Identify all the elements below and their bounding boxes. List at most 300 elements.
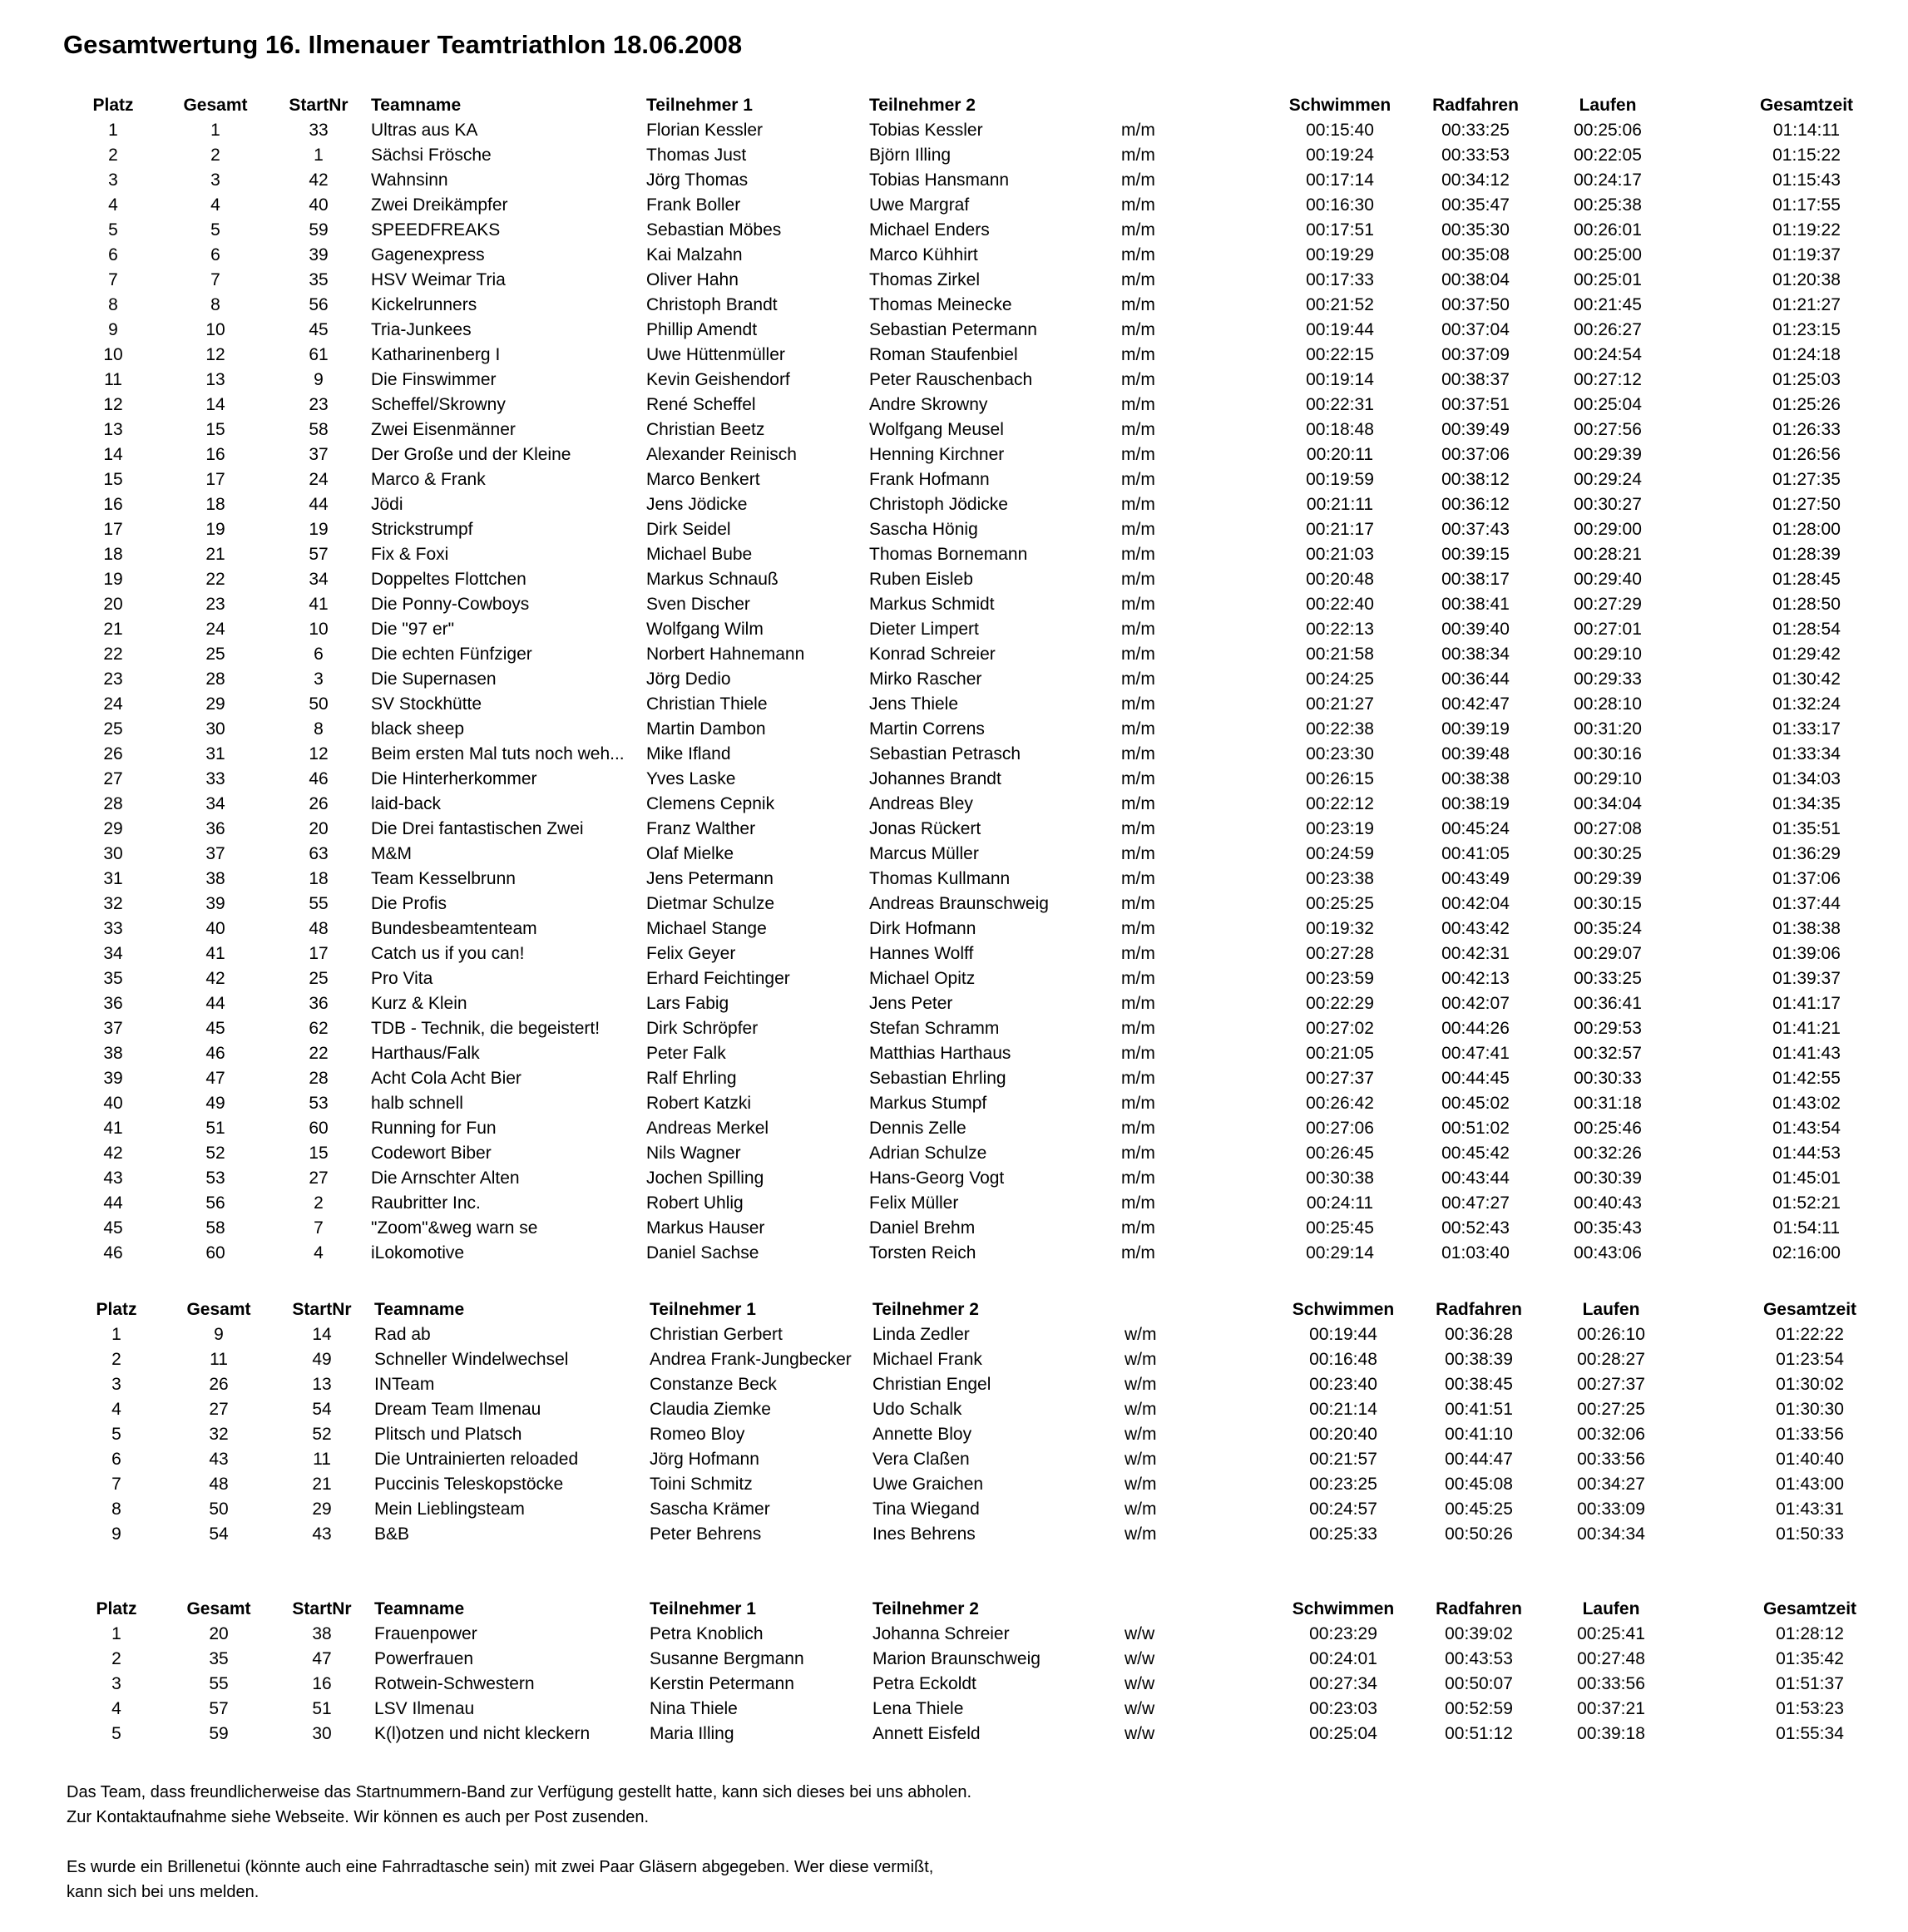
cell-teamname: Die "97 er" [371,620,455,639]
cell-radfahren: 00:33:53 [1441,146,1510,165]
cell-category: m/m [1121,121,1155,140]
cell-startnr: 29 [312,1500,332,1519]
cell-gesamt: 16 [205,445,225,464]
table-row [0,1372,1908,1397]
cell-gesamt: 32 [209,1425,229,1444]
cell-platz: 38 [103,1044,123,1063]
cell-platz: 1 [108,121,118,140]
cell-platz: 5 [111,1724,121,1743]
table-row [0,418,1908,442]
cell-platz: 33 [103,919,123,938]
cell-gesamt: 2 [210,146,220,165]
cell-gesamtzeit: 01:37:44 [1772,894,1841,913]
cell-platz: 36 [103,994,123,1013]
cell-radfahren: 00:43:49 [1441,869,1510,888]
cell-gesamtzeit: 01:28:54 [1772,620,1841,639]
cell-gesamtzeit: 01:26:33 [1772,420,1841,439]
cell-gesamtzeit: 01:41:43 [1772,1044,1841,1063]
cell-teilnehmer-2: Thomas Meinecke [869,295,1012,314]
cell-platz: 27 [103,769,123,788]
cell-gesamtzeit: 01:52:21 [1772,1193,1841,1213]
cell-laufen: 00:33:25 [1574,969,1642,988]
cell-gesamtzeit: 01:43:00 [1776,1475,1844,1494]
cell-teilnehmer-1: Yves Laske [646,769,736,788]
cell-radfahren: 00:51:12 [1445,1724,1513,1743]
cell-laufen: 00:27:56 [1574,420,1642,439]
cell-teilnehmer-2: Linda Zedler [872,1325,970,1344]
cell-startnr: 62 [309,1019,329,1038]
cell-category: m/m [1121,744,1155,763]
cell-teilnehmer-2: Johanna Schreier [872,1624,1010,1643]
cell-gesamt: 8 [210,295,220,314]
cell-teamname: Catch us if you can! [371,944,525,963]
cell-gesamt: 53 [205,1169,225,1188]
cell-category: m/m [1121,844,1155,863]
cell-radfahren: 00:44:47 [1445,1450,1513,1469]
table-row [0,767,1908,792]
cell-laufen: 00:25:41 [1577,1624,1645,1643]
cell-teilnehmer-1: Susanne Bergmann [650,1649,804,1668]
cell-category: m/m [1121,320,1155,339]
cell-startnr: 15 [309,1144,329,1163]
cell-startnr: 18 [309,869,329,888]
header-teilnehmer-1: Teilnehmer 1 [646,96,753,115]
cell-teilnehmer-1: Norbert Hahnemann [646,645,805,664]
cell-radfahren: 00:38:45 [1445,1375,1513,1394]
cell-category: m/m [1121,220,1155,240]
cell-laufen: 00:27:37 [1577,1375,1645,1394]
cell-platz: 15 [103,470,123,489]
cell-category: m/m [1121,545,1155,564]
cell-schwimmen: 00:21:57 [1309,1450,1377,1469]
cell-startnr: 11 [313,1450,331,1469]
cell-schwimmen: 00:23:40 [1309,1375,1377,1394]
cell-category: m/m [1121,769,1155,788]
table-row [0,293,1908,318]
table-row [0,642,1908,667]
cell-platz: 7 [111,1475,121,1494]
cell-gesamt: 19 [205,520,225,539]
cell-startnr: 16 [312,1674,332,1693]
table-row [0,692,1908,717]
cell-teamname: Doppeltes Flottchen [371,570,526,589]
cell-teilnehmer-2: Udo Schalk [872,1400,962,1419]
cell-startnr: 2 [314,1193,324,1213]
cell-teilnehmer-1: Kai Malzahn [646,245,743,264]
cell-teilnehmer-1: Jochen Spilling [646,1169,764,1188]
cell-category: m/m [1121,495,1155,514]
cell-platz: 29 [103,819,123,838]
cell-laufen: 00:33:09 [1577,1500,1645,1519]
table-row [0,667,1908,692]
cell-category: m/m [1121,1019,1155,1038]
cell-teamname: Rotwein-Schwestern [374,1674,535,1693]
cell-platz: 4 [111,1400,121,1419]
cell-gesamtzeit: 01:21:27 [1772,295,1841,314]
cell-category: m/m [1121,1119,1155,1138]
cell-schwimmen: 00:26:45 [1306,1144,1374,1163]
cell-platz: 9 [108,320,118,339]
cell-teilnehmer-1: Christian Gerbert [650,1325,783,1344]
cell-teilnehmer-1: Maria Illing [650,1724,734,1743]
cell-teilnehmer-1: Kerstin Petermann [650,1674,794,1693]
cell-platz: 5 [111,1425,121,1444]
table-row [0,1066,1908,1091]
cell-teamname: Der Große und der Kleine [371,445,571,464]
cell-platz: 41 [103,1119,123,1138]
cell-teamname: Sächsi Frösche [371,146,492,165]
cell-schwimmen: 00:23:30 [1306,744,1374,763]
cell-category: w/w [1125,1649,1155,1668]
cell-platz: 8 [111,1500,121,1519]
cell-startnr: 26 [309,794,329,813]
cell-schwimmen: 00:17:14 [1306,170,1374,190]
cell-teilnehmer-1: Mike Ifland [646,744,731,763]
cell-radfahren: 00:37:43 [1441,520,1510,539]
header-laufen: Laufen [1579,96,1637,115]
cell-teilnehmer-1: Oliver Hahn [646,270,739,289]
cell-teilnehmer-2: Markus Schmidt [869,595,995,614]
cell-teamname: Frauenpower [374,1624,477,1643]
cell-gesamt: 47 [205,1069,225,1088]
cell-gesamtzeit: 01:28:00 [1772,520,1841,539]
table-row [0,492,1908,517]
cell-schwimmen: 00:20:48 [1306,570,1374,589]
cell-teilnehmer-1: Florian Kessler [646,121,764,140]
cell-startnr: 4 [314,1243,324,1262]
cell-laufen: 00:28:10 [1574,694,1642,714]
cell-gesamt: 11 [210,1350,228,1369]
cell-radfahren: 00:39:48 [1441,744,1510,763]
cell-category: m/m [1121,1094,1155,1113]
cell-schwimmen: 00:22:29 [1306,994,1374,1013]
cell-teamname: Rad ab [374,1325,431,1344]
cell-teilnehmer-1: Sven Discher [646,595,750,614]
notes [67,1780,971,1905]
cell-teamname: Running for Fun [371,1119,497,1138]
cell-platz: 19 [103,570,123,589]
cell-teamname: K(l)otzen und nicht kleckern [374,1724,591,1743]
cell-schwimmen: 00:20:11 [1306,445,1374,464]
cell-teilnehmer-2: Dirk Hofmann [869,919,976,938]
cell-radfahren: 00:38:12 [1441,470,1510,489]
table-row [0,393,1908,418]
cell-schwimmen: 00:24:57 [1309,1500,1377,1519]
cell-category: m/m [1121,245,1155,264]
cell-platz: 46 [103,1243,123,1262]
cell-radfahren: 00:39:40 [1441,620,1510,639]
cell-teamname: Bundesbeamtenteam [371,919,537,938]
cell-startnr: 42 [309,170,329,190]
cell-teilnehmer-1: Erhard Feichtinger [646,969,790,988]
cell-radfahren: 00:41:10 [1445,1425,1513,1444]
table-row [0,1322,1908,1347]
cell-teilnehmer-1: Phillip Amendt [646,320,758,339]
cell-platz: 20 [103,595,123,614]
table-row [0,792,1908,817]
cell-category: m/m [1121,670,1155,689]
cell-teilnehmer-1: Uwe Hüttenmüller [646,345,785,364]
cell-category: m/m [1121,270,1155,289]
cell-gesamtzeit: 01:25:26 [1772,395,1841,414]
cell-radfahren: 00:45:08 [1445,1475,1513,1494]
cell-gesamtzeit: 01:30:02 [1776,1375,1844,1394]
cell-teilnehmer-2: Hans-Georg Vogt [869,1169,1005,1188]
cell-radfahren: 00:47:27 [1441,1193,1510,1213]
cell-gesamtzeit: 01:35:42 [1776,1649,1844,1668]
cell-teilnehmer-2: Annett Eisfeld [872,1724,981,1743]
cell-teamname: LSV Ilmenau [374,1699,475,1718]
cell-gesamtzeit: 01:32:24 [1772,694,1841,714]
cell-gesamt: 25 [205,645,225,664]
cell-radfahren: 00:38:34 [1441,645,1510,664]
table-row [0,1522,1908,1547]
table-row [0,966,1908,991]
cell-laufen: 00:31:20 [1574,719,1642,739]
cell-startnr: 41 [309,595,329,614]
table-row [0,917,1908,941]
cell-category: w/m [1125,1325,1157,1344]
cell-gesamtzeit: 02:16:00 [1772,1243,1841,1262]
cell-teamname: Die Hinterherkommer [371,769,537,788]
cell-teilnehmer-2: Adrian Schulze [869,1144,987,1163]
cell-gesamtzeit: 01:19:22 [1772,220,1841,240]
cell-platz: 44 [103,1193,123,1213]
cell-teilnehmer-1: Nils Wagner [646,1144,741,1163]
cell-platz: 5 [108,220,118,240]
cell-platz: 31 [103,869,123,888]
cell-gesamtzeit: 01:54:11 [1772,1218,1841,1238]
cell-radfahren: 00:41:05 [1441,844,1510,863]
cell-gesamtzeit: 01:29:42 [1772,645,1841,664]
table-row [0,343,1908,368]
cell-startnr: 56 [309,295,329,314]
cell-category: m/m [1121,345,1155,364]
cell-laufen: 00:27:48 [1577,1649,1645,1668]
cell-startnr: 19 [309,520,329,539]
cell-gesamt: 17 [205,470,225,489]
table-row [0,268,1908,293]
cell-gesamtzeit: 01:24:18 [1772,345,1841,364]
table-row [0,892,1908,917]
cell-startnr: 58 [309,420,329,439]
cell-category: w/m [1125,1350,1157,1369]
cell-teilnehmer-1: Claudia Ziemke [650,1400,771,1419]
cell-teamname: halb schnell [371,1094,463,1113]
cell-startnr: 22 [309,1044,329,1063]
cell-startnr: 61 [309,345,329,364]
cell-gesamtzeit: 01:45:01 [1772,1169,1841,1188]
cell-startnr: 36 [309,994,329,1013]
cell-gesamtzeit: 01:33:17 [1772,719,1841,739]
cell-teamname: Die Arnschter Alten [371,1169,520,1188]
table-row [0,467,1908,492]
cell-laufen: 00:29:53 [1574,1019,1642,1038]
cell-category: w/m [1125,1450,1157,1469]
cell-schwimmen: 00:21:03 [1306,545,1374,564]
cell-teilnehmer-1: Markus Schnauß [646,570,779,589]
cell-laufen: 00:33:56 [1577,1450,1645,1469]
cell-radfahren: 00:41:51 [1445,1400,1513,1419]
cell-category: m/m [1121,295,1155,314]
cell-teamname: Ultras aus KA [371,121,478,140]
table-row [0,1141,1908,1166]
cell-platz: 35 [103,969,123,988]
cell-radfahren: 01:03:40 [1441,1243,1510,1262]
cell-startnr: 9 [314,370,324,389]
header-teilnehmer-2: Teilnehmer 2 [872,1300,979,1319]
cell-schwimmen: 00:16:30 [1306,195,1374,215]
cell-laufen: 00:27:01 [1574,620,1642,639]
cell-schwimmen: 00:21:17 [1306,520,1374,539]
cell-schwimmen: 00:21:14 [1309,1400,1377,1419]
cell-startnr: 45 [309,320,329,339]
cell-gesamtzeit: 01:28:39 [1772,545,1841,564]
cell-startnr: 23 [309,395,329,414]
cell-gesamtzeit: 01:34:03 [1772,769,1841,788]
cell-gesamt: 52 [205,1144,225,1163]
cell-platz: 3 [108,170,118,190]
cell-radfahren: 00:45:02 [1441,1094,1510,1113]
cell-teilnehmer-2: Ruben Eisleb [869,570,973,589]
cell-teilnehmer-1: Felix Geyer [646,944,736,963]
cell-startnr: 28 [309,1069,329,1088]
cell-teamname: Wahnsinn [371,170,448,190]
cell-platz: 17 [103,520,123,539]
cell-gesamtzeit: 01:34:35 [1772,794,1841,813]
cell-teilnehmer-1: Ralf Ehrling [646,1069,737,1088]
table-row [0,1397,1908,1422]
cell-platz: 3 [111,1674,121,1693]
cell-startnr: 47 [312,1649,332,1668]
cell-schwimmen: 00:25:25 [1306,894,1374,913]
cell-radfahren: 00:38:38 [1441,769,1510,788]
cell-gesamt: 5 [210,220,220,240]
cell-category: m/m [1121,919,1155,938]
cell-startnr: 43 [312,1524,332,1544]
cell-radfahren: 00:42:07 [1441,994,1510,1013]
cell-radfahren: 00:45:42 [1441,1144,1510,1163]
cell-gesamt: 10 [205,320,225,339]
cell-category: m/m [1121,969,1155,988]
cell-teilnehmer-2: Tobias Kessler [869,121,983,140]
header-schwimmen: Schwimmen [1292,1599,1395,1618]
cell-radfahren: 00:38:41 [1441,595,1510,614]
cell-schwimmen: 00:19:59 [1306,470,1374,489]
table-row [0,742,1908,767]
cell-laufen: 00:21:45 [1574,295,1642,314]
cell-radfahren: 00:37:04 [1441,320,1510,339]
cell-radfahren: 00:35:30 [1441,220,1510,240]
cell-teilnehmer-2: Michael Frank [872,1350,982,1369]
cell-laufen: 00:29:40 [1574,570,1642,589]
header-gesamtzeit: Gesamtzeit [1762,1300,1857,1319]
cell-schwimmen: 00:27:06 [1306,1119,1374,1138]
cell-teilnehmer-1: Peter Falk [646,1044,726,1063]
cell-schwimmen: 00:23:38 [1306,869,1374,888]
cell-schwimmen: 00:19:32 [1306,919,1374,938]
cell-category: m/m [1121,470,1155,489]
cell-category: w/w [1125,1724,1155,1743]
cell-teamname: Kurz & Klein [371,994,467,1013]
cell-gesamt: 55 [209,1674,229,1693]
cell-teilnehmer-2: Daniel Brehm [869,1218,976,1238]
cell-platz: 34 [103,944,123,963]
cell-category: w/m [1125,1425,1157,1444]
cell-teamname: Beim ersten Mal tuts noch weh... [371,744,625,763]
cell-teilnehmer-1: Marco Benkert [646,470,760,489]
cell-laufen: 00:30:33 [1574,1069,1642,1088]
cell-gesamt: 15 [205,420,225,439]
header-teilnehmer-2: Teilnehmer 2 [872,1599,979,1618]
cell-platz: 6 [108,245,118,264]
cell-schwimmen: 00:19:44 [1309,1325,1377,1344]
cell-category: m/m [1121,1144,1155,1163]
cell-platz: 26 [103,744,123,763]
table-row [0,1191,1908,1216]
cell-teilnehmer-2: Andre Skrowny [869,395,988,414]
cell-teilnehmer-2: Henning Kirchner [869,445,1005,464]
cell-teilnehmer-2: Jens Peter [869,994,953,1013]
cell-gesamt: 45 [205,1019,225,1038]
results-section-ww [0,1597,1908,1747]
header-platz: Platz [92,96,134,115]
cell-radfahren: 00:34:12 [1441,170,1510,190]
results-section-mm [0,93,1908,1266]
cell-startnr: 7 [314,1218,324,1238]
cell-category: w/m [1125,1475,1157,1494]
cell-radfahren: 00:42:13 [1441,969,1510,988]
cell-gesamt: 43 [209,1450,229,1469]
cell-teilnehmer-2: Dennis Zelle [869,1119,966,1138]
cell-gesamt: 29 [205,694,225,714]
cell-schwimmen: 00:23:29 [1309,1624,1377,1643]
cell-teamname: Zwei Dreikämpfer [371,195,508,215]
cell-schwimmen: 00:22:40 [1306,595,1374,614]
cell-gesamtzeit: 01:26:56 [1772,445,1841,464]
table-row [0,143,1908,168]
cell-startnr: 21 [312,1475,332,1494]
cell-teilnehmer-2: Johannes Brandt [869,769,1001,788]
table-row [0,1647,1908,1672]
cell-gesamtzeit: 01:19:37 [1772,245,1841,264]
cell-platz: 8 [108,295,118,314]
cell-gesamt: 42 [205,969,225,988]
cell-schwimmen: 00:22:38 [1306,719,1374,739]
cell-gesamt: 51 [205,1119,225,1138]
cell-radfahren: 00:33:25 [1441,121,1510,140]
cell-teilnehmer-2: Thomas Zirkel [869,270,981,289]
note-line: kann sich bei uns melden. [67,1883,260,1901]
table-row [0,991,1908,1016]
cell-gesamtzeit: 01:20:38 [1772,270,1841,289]
cell-category: m/m [1121,1218,1155,1238]
cell-gesamt: 31 [205,744,225,763]
cell-teamname: Fix & Foxi [371,545,449,564]
cell-laufen: 00:34:34 [1577,1524,1645,1544]
cell-teilnehmer-1: Constanze Beck [650,1375,777,1394]
cell-category: m/m [1121,944,1155,963]
cell-teamname: black sheep [371,719,465,739]
cell-platz: 2 [108,146,118,165]
cell-gesamt: 60 [205,1243,225,1262]
cell-radfahren: 00:43:42 [1441,919,1510,938]
cell-teilnehmer-2: Stefan Schramm [869,1019,1000,1038]
cell-laufen: 00:40:43 [1574,1193,1642,1213]
cell-gesamt: 7 [210,270,220,289]
cell-laufen: 00:25:06 [1574,121,1642,140]
cell-startnr: 1 [314,146,324,165]
